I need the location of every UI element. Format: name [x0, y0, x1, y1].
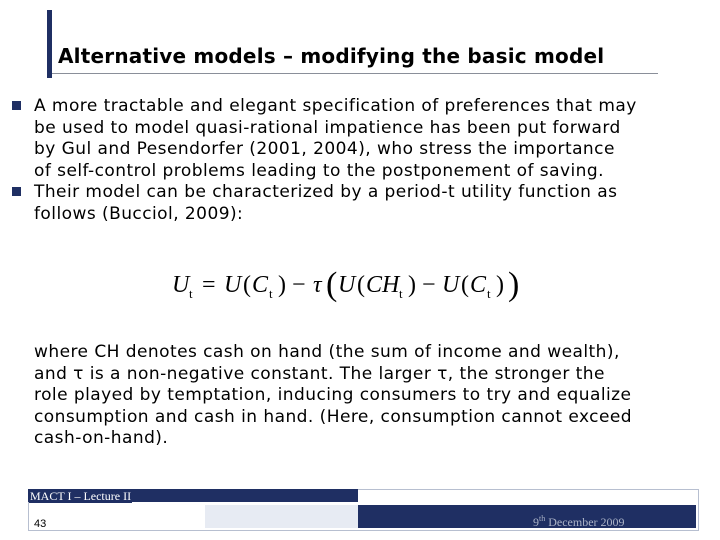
formula-big-paren-close: ): [508, 266, 520, 303]
formula-c1: C: [252, 272, 269, 298]
formula-paren-close: ): [278, 272, 286, 298]
formula-c2: C: [470, 272, 487, 298]
formula-equals: =: [202, 272, 216, 298]
square-bullet-icon: [12, 187, 21, 196]
square-bullet-icon: [12, 101, 21, 110]
page-number: 43: [34, 518, 47, 530]
formula-u3: U: [442, 272, 460, 298]
formula-paren-open: (: [243, 272, 251, 298]
formula-sub-t: t: [399, 286, 403, 301]
formula-tau: τ: [313, 272, 322, 298]
bullet-list: [10, 96, 710, 225]
formula-minus: −: [422, 272, 436, 298]
footer-date-rest: December 2009: [545, 515, 625, 529]
slide-title: Alternative models – modifying the basic model: [58, 44, 605, 68]
formula-sub-t: t: [189, 286, 193, 301]
title-accent-bar: [47, 10, 52, 78]
footer-date-day: 9: [533, 515, 539, 529]
footer-light-band: [205, 505, 358, 528]
footer-date: [533, 514, 625, 530]
formula-u1: U: [224, 272, 242, 298]
formula-sub-t: t: [269, 286, 273, 301]
bullet-item: [10, 182, 710, 225]
bullet-item: [10, 96, 710, 182]
footer-course-label: MACT I – Lecture II: [30, 489, 132, 503]
formula-lhs-u: U: [172, 272, 190, 298]
svg-text:U ( CH t ): [338, 272, 504, 304]
formula-sub-t: t: [487, 286, 491, 301]
explanation-paragraph: where CH denotes cash on hand (the sum of income and wealth), and τ is a non-negative constant. The larger τ, the stronger the role played by temptation, inducing consumers to try and equalize consumption and cash in hand. (Here, consumption cannot exceed cash-on-hand).: [34, 342, 633, 448]
bullet-text: A more tractable and elegant specification of preferences that may be used to model quasi-rational impatience has been put forward by Gul and Pesendorfer (2001, 2004), who stress the importance of self-control problems leading to the postponement of saving.: [34, 96, 637, 181]
utility-formula: [172, 262, 552, 306]
title-underline: [52, 73, 658, 74]
formula-minus: −: [292, 272, 306, 298]
footer-dark-band: [358, 505, 696, 528]
formula-paren-open: (: [461, 272, 469, 298]
formula-paren-close: ): [408, 272, 416, 298]
footer-date-suffix: th: [539, 514, 546, 523]
formula-u2: U: [338, 272, 356, 298]
svg-text:U t = U (: [172, 272, 323, 304]
formula-ch: CH: [366, 272, 400, 298]
formula-big-paren-open: (: [326, 266, 338, 303]
formula-paren-open: (: [357, 272, 365, 298]
bullet-text: Their model can be characterized by a period-t utility function as follows (Bucciol, 2009):: [34, 182, 618, 224]
formula-paren-close: ): [496, 272, 504, 298]
